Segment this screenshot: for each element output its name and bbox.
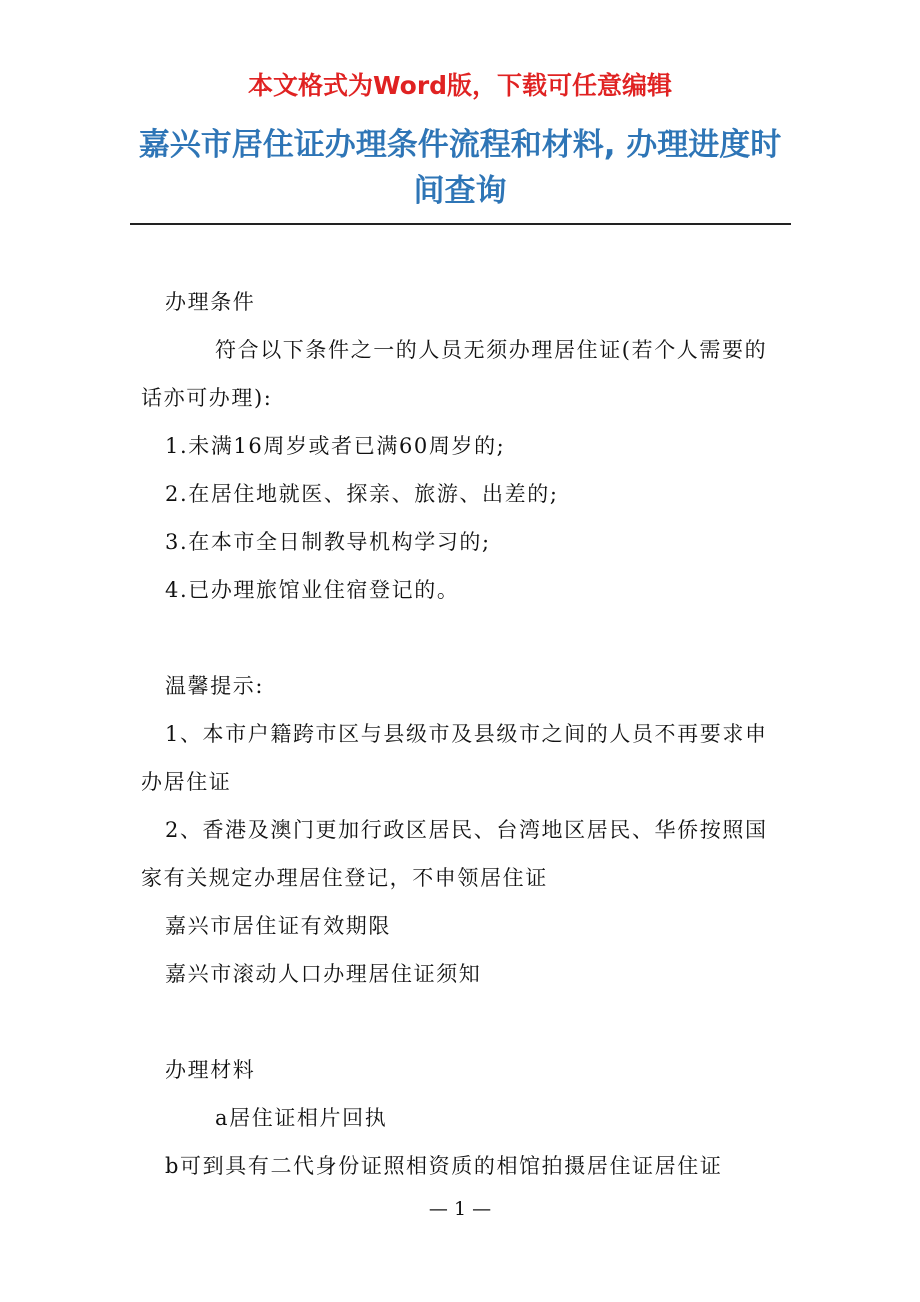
related-link-validity[interactable]: 嘉兴市居住证有效期限 [165, 914, 391, 938]
tips-heading: 温馨提示: [165, 674, 265, 698]
title-divider [130, 223, 791, 225]
paragraph-spacer [141, 614, 781, 662]
download-notice-banner: 本文格式为Word版，下载可任意编辑 [247, 71, 673, 100]
document-body [141, 278, 781, 1190]
condition-item-1: 1.未满16周岁或者已满60周岁的; [165, 434, 506, 458]
materials-heading: 办理材料 [165, 1058, 256, 1082]
material-item-a: a居住证相片回执 [215, 1106, 388, 1130]
condition-item-4: 4.已办理旅馆业住宿登记的。 [165, 578, 460, 602]
tip-item-1: 1、本市户籍跨市区与县级市及县级市之间的人员不再要求申办居住证 [141, 722, 768, 794]
tip-item-2: 2、香港及澳门更加行政区居民、台湾地区居民、华侨按照国家有关规定办理居住登记，不申领居住证 [141, 818, 768, 890]
condition-item-2: 2.在居住地就医、探亲、旅游、出差的; [165, 482, 559, 506]
condition-item-3: 3.在本市全日制教导机构学习的; [165, 530, 491, 554]
material-item-b: b可到具有二代身份证照相资质的相馆拍摄居住证居住证 [165, 1154, 723, 1178]
page-number: — 1 — [428, 1198, 492, 1220]
conditions-heading: 办理条件 [165, 290, 256, 314]
paragraph-spacer [141, 998, 781, 1046]
conditions-intro: 符合以下条件之一的人员无须办理居住证(若个人需要的话亦可办理): [141, 338, 768, 410]
related-link-notice[interactable]: 嘉兴市滚动人口办理居住证须知 [165, 962, 482, 986]
document-title: 嘉兴市居住证办理条件流程和材料, 办理进度时间查询 [138, 127, 782, 209]
